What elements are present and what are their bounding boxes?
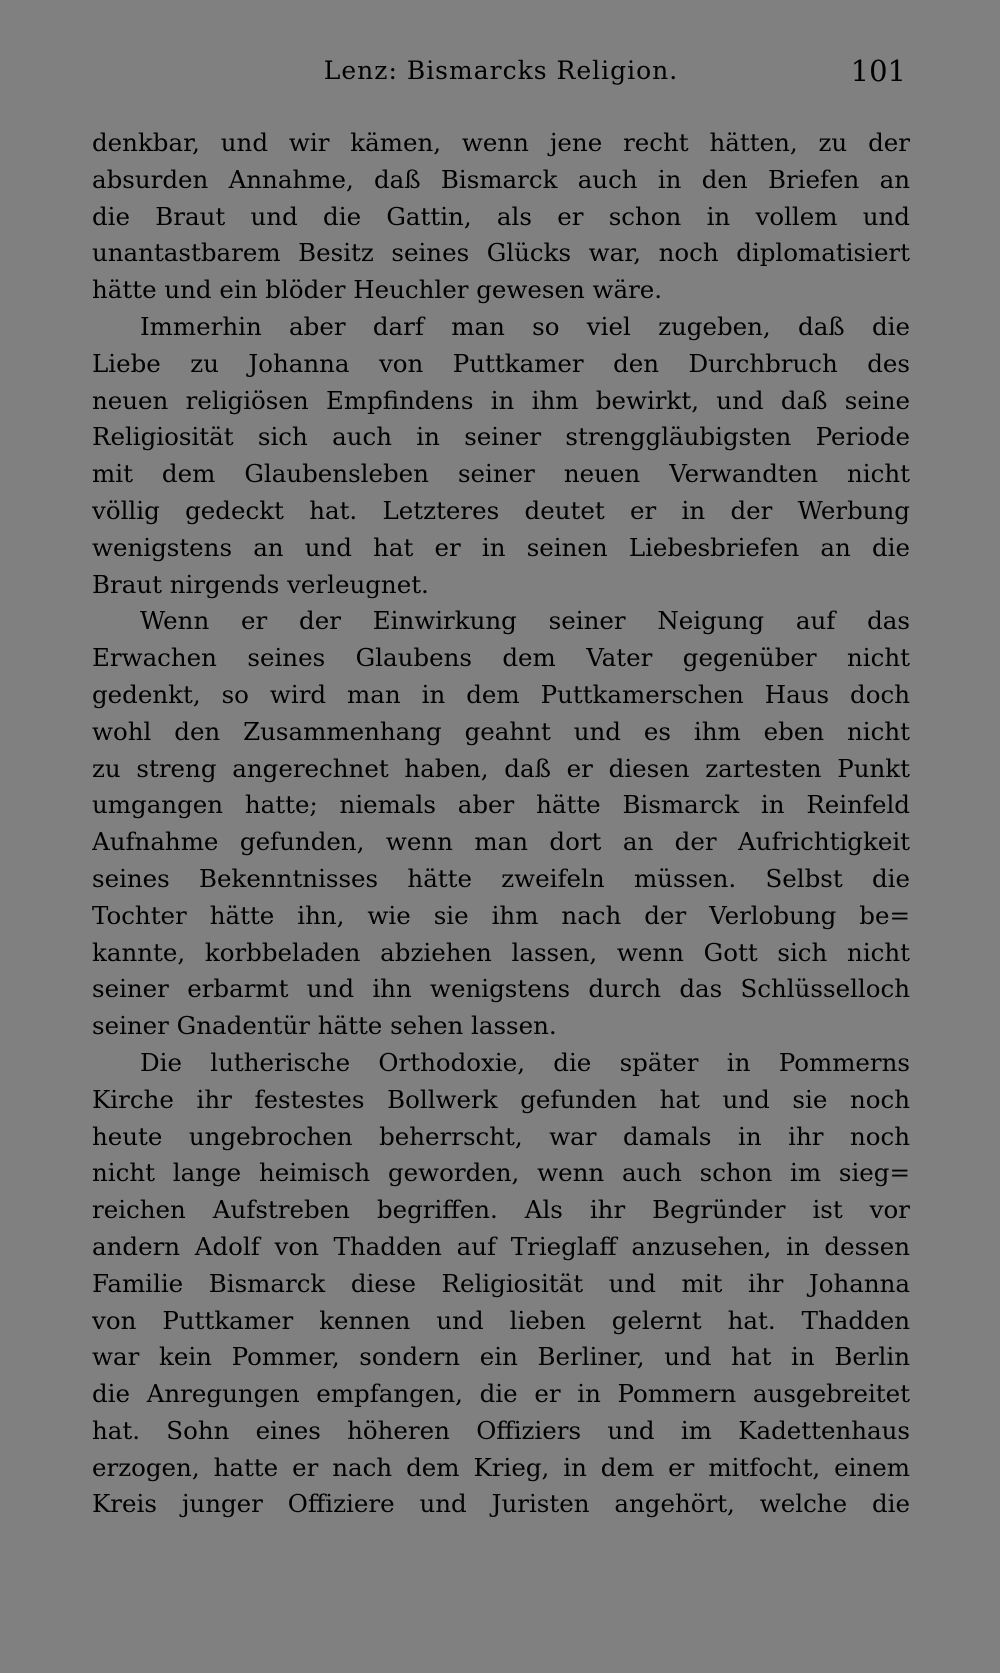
text-line: Kreis junger Offiziere und Juristen angehört, welche die	[92, 1489, 910, 1519]
text-line: erzogen, hatte er nach dem Krieg, in dem er mitfocht, einem	[92, 1452, 910, 1482]
text-line: Erwachen seines Glaubens dem Vater gegenüber nicht	[92, 643, 910, 673]
text-line: umgangen hatte; niemals aber hätte Bismarck in Reinfeld	[92, 790, 910, 820]
text-line: war kein Pommer, sondern ein Berliner, und hat in Berlin	[92, 1342, 910, 1372]
text-line: Familie Bismarck diese Religiosität und mit ihr Johanna	[92, 1268, 910, 1298]
running-head	[92, 52, 910, 96]
text-line: Immerhin aber darf man so viel zugeben, daß die	[140, 311, 910, 341]
text-line: die Braut und die Gattin, als er schon in vollem und	[92, 201, 910, 231]
page-number: 101	[850, 54, 906, 88]
running-title: Lenz: Bismarcks Religion.	[323, 56, 679, 85]
text-line: Religiosität sich auch in seiner strenggläubigsten Periode	[92, 422, 910, 452]
body-text	[92, 125, 910, 1523]
text-line: hat. Sohn eines höheren Offiziers und im Kadettenhaus	[92, 1415, 910, 1445]
text-line: wohl den Zusammenhang geahnt und es ihm eben nicht	[92, 716, 910, 746]
text-line: zu streng angerechnet haben, daß er diesen zartesten Punkt	[92, 753, 910, 783]
text-line: seines Bekenntnisses hätte zweifeln müssen. Selbst die	[92, 863, 910, 893]
text-line: Die lutherische Orthodoxie, die später in Pommerns	[140, 1047, 910, 1077]
text-line: völlig gedeckt hat. Letzteres deutet er in der Werbung	[92, 495, 910, 525]
text-line: nicht lange heimisch geworden, wenn auch schon im sieg=	[92, 1158, 910, 1188]
text-line: andern Adolf von Thadden auf Trieglaff anzusehen, in dessen	[92, 1231, 910, 1261]
text-line: Kirche ihr festestes Bollwerk gefunden hat und sie noch	[92, 1084, 910, 1114]
text-line: unantastbarem Besitz seines Glücks war, noch diplomatisiert	[92, 238, 910, 268]
text-line: gedenkt, so wird man in dem Puttkamerschen Haus doch	[92, 679, 910, 709]
text-line: die Anregungen empfangen, die er in Pommern ausgebreitet	[92, 1379, 910, 1409]
text-line: reichen Aufstreben begriffen. Als ihr Begründer ist vor	[92, 1195, 910, 1225]
text-line: Liebe zu Johanna von Puttkamer den Durchbruch des	[92, 348, 910, 378]
text-line: mit dem Glaubensleben seiner neuen Verwandten nicht	[92, 459, 910, 489]
text-line: Braut nirgends verleugnet.	[92, 569, 429, 599]
text-line: absurden Annahme, daß Bismarck auch in den Briefen an	[92, 164, 910, 194]
text-line: von Puttkamer kennen und lieben gelernt hat. Thadden	[92, 1305, 910, 1335]
text-line: hätte und ein blöder Heuchler gewesen wäre.	[92, 275, 663, 305]
text-line: Aufnahme gefunden, wenn man dort an der Aufrichtigkeit	[92, 827, 910, 857]
text-line: kannte, korbbeladen abziehen lassen, wenn Gott sich nicht	[92, 937, 910, 967]
text-line: wenigstens an und hat er in seinen Liebesbriefen an die	[92, 532, 910, 562]
text-line: seiner Gnadentür hätte sehen lassen.	[92, 1011, 557, 1041]
text-line: Wenn er der Einwirkung seiner Neigung auf das	[140, 606, 910, 636]
text-line: neuen religiösen Empfindens in ihm bewirkt, und daß seine	[92, 385, 910, 415]
text-line: seiner erbarmt und ihn wenigstens durch das Schlüsselloch	[92, 974, 910, 1004]
text-line: Tochter hätte ihn, wie sie ihm nach der Verlobung be=	[92, 900, 910, 930]
text-line: heute ungebrochen beherrscht, war damals in ihr noch	[92, 1121, 910, 1151]
text-line: denkbar, und wir kämen, wenn jene recht hätten, zu der	[92, 128, 910, 157]
